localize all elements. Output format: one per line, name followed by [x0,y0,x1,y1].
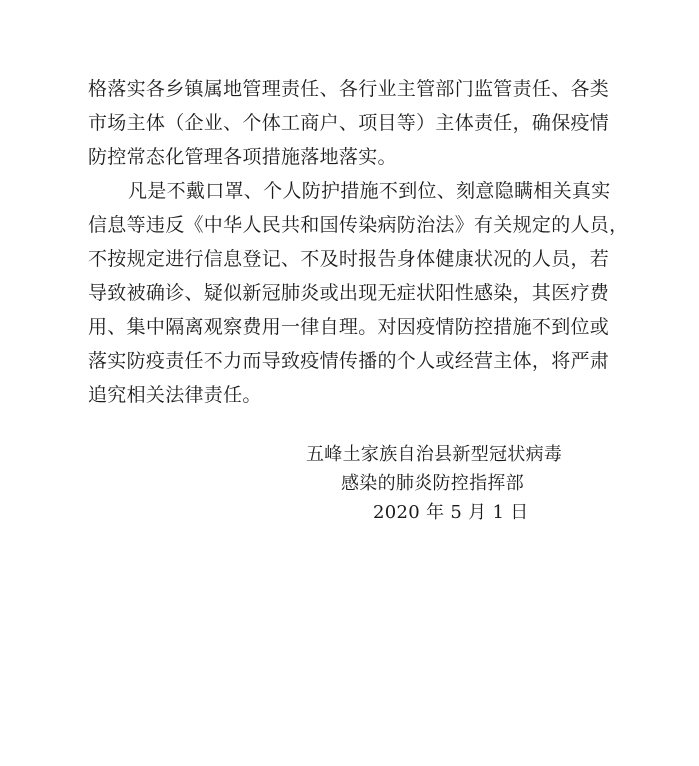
issue-date: 2020 年 5 月 1 日 [373,502,529,523]
issuing-organization-line-2: 感染的肺炎防控指挥部 [341,473,524,494]
issuing-organization-line-1: 五峰土家族自治县新型冠状病毒 [306,444,563,465]
document-body [88,72,629,412]
paragraph-2-line-5: 用、集中隔离观察费用一律自理。对因疫情防控措施不到位或 [88,316,610,338]
paragraph-2-line-7: 追究相关法律责任。 [88,384,262,406]
paragraph-1-line-3: 防控常态化管理各项措施落地落实。 [88,146,397,168]
paragraph-1-line-2: 市场主体（企业、个体工商户、项目等）主体责任，确保疫情 [88,112,610,134]
paragraph-2-line-2: 信息等违反《中华人民共和国传染病防治法》有关规定的人员， [88,214,629,236]
paragraph-2-line-6: 落实防疫责任不力而导致疫情传播的个人或经营主体，将严肃 [88,350,610,372]
paragraph-2-line-3: 不按规定进行信息登记、不及时报告身体健康状况的人员，若 [88,248,610,270]
paragraph-2-line-1: 凡是不戴口罩、个人防护措施不到位、刻意隐瞒相关真实 [128,180,611,202]
paragraph-1-line-1: 格落实各乡镇属地管理责任、各行业主管部门监管责任、各类 [88,78,610,100]
paragraph-2-line-4: 导致被确诊、疑似新冠肺炎或出现无症状阳性感染，其医疗费 [88,282,610,304]
